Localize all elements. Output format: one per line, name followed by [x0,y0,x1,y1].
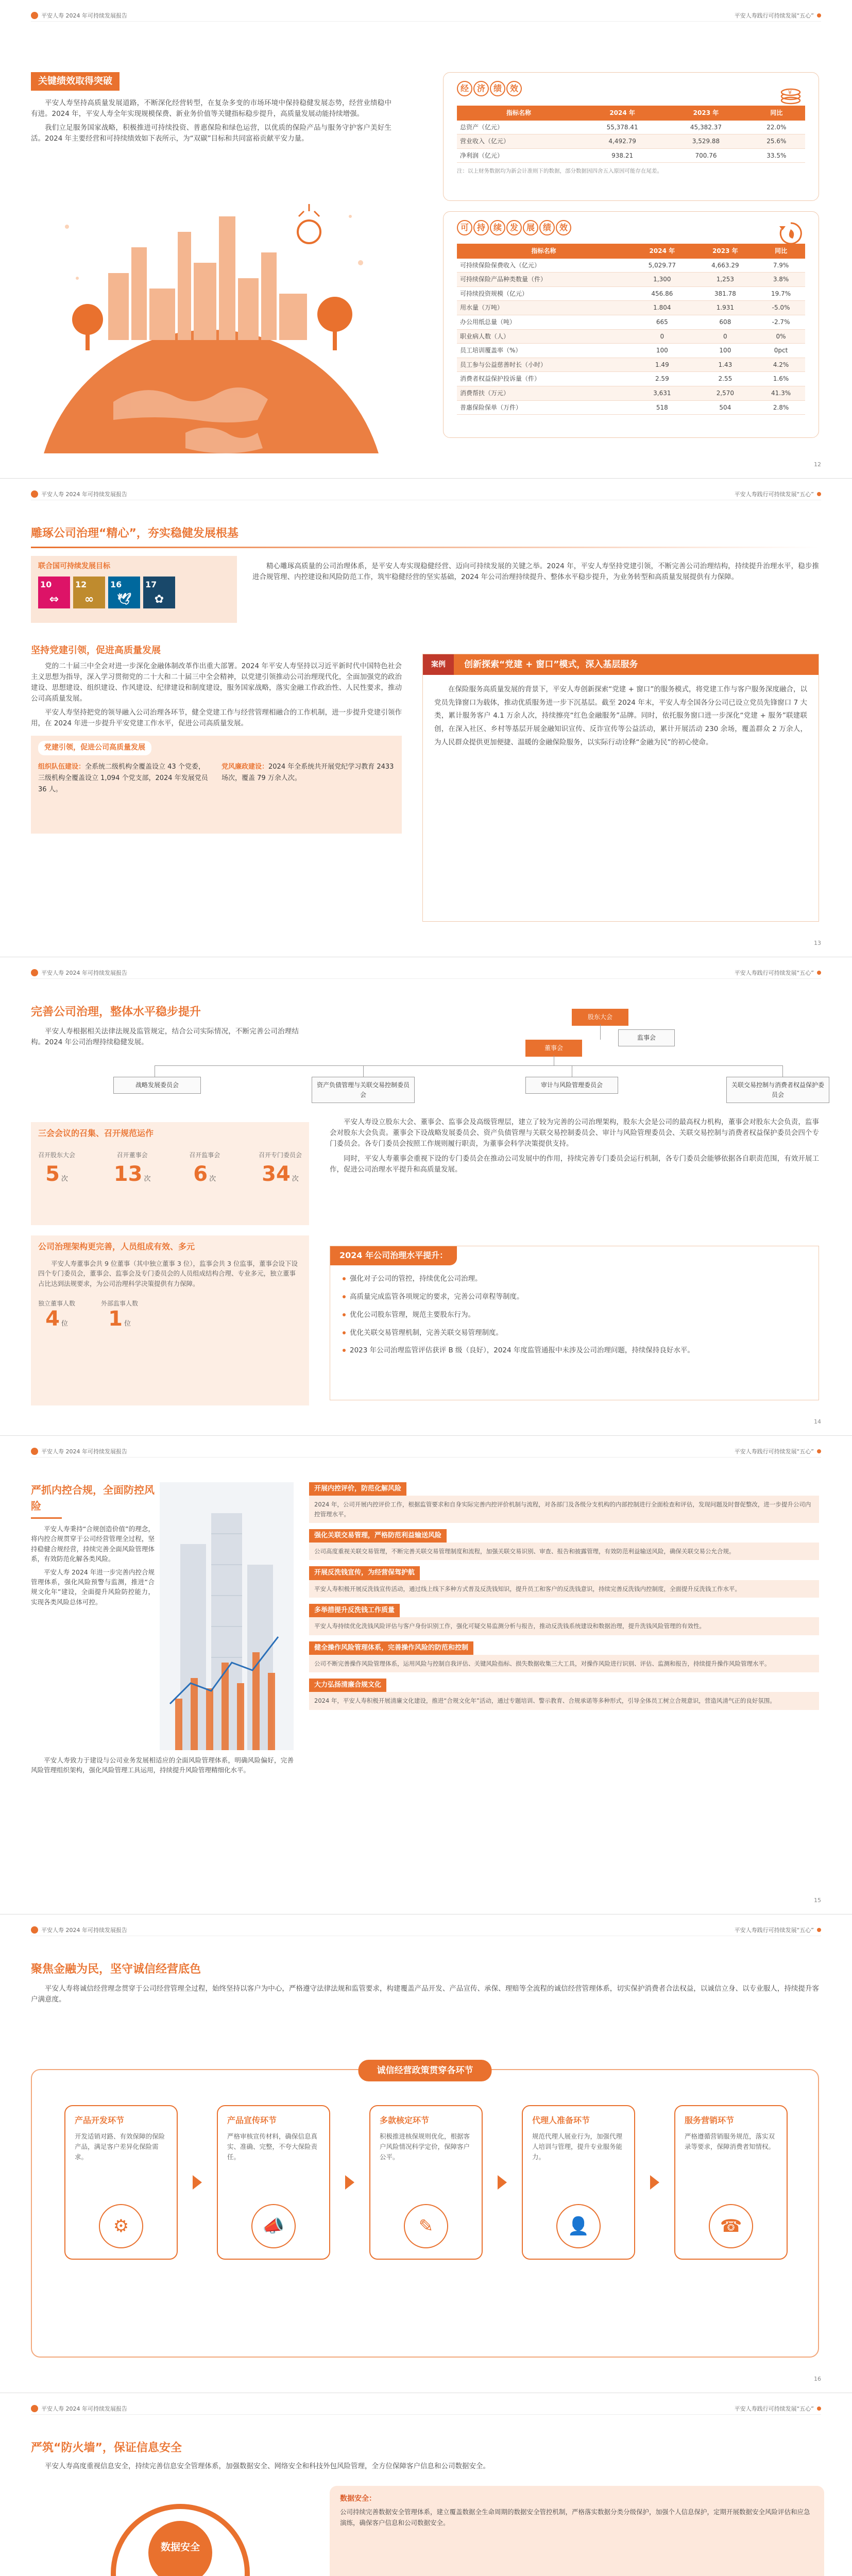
step-icon: ⚙ [99,2204,143,2248]
table-row: 总资产（亿元） 55,378.41 45,382.37 22.0% [457,121,805,134]
improvement-box [330,1246,819,1400]
table-row: 消费帮扶（万元） 3,631 2,570 41.3% [457,386,805,400]
dot-icon [817,1449,821,1453]
party-card-title: 党建引领，促进公司高质量发展 [38,741,151,755]
svg-text:¥: ¥ [788,89,792,96]
dot-icon [817,1928,821,1932]
intro-paragraph-1: 平安人寿坚持高质量发展道路，不断深化经营转型，在复杂多变的市场环境中保持稳健发展态势，经营业绩稳中有进。2024 年，平安人寿全年实现规模保费、新业务价值等关键指标稳步提升，高质量发展动能持续增强。 [31,98,391,118]
flow-arrow-icon [498,2175,507,2190]
page-13 [0,479,852,957]
table-row: 职业病人数（人） 0 0 0% [457,329,805,344]
sdg-17-icon: 17 ✿ [143,577,175,608]
sdg-16-icon: 16 🕊 [108,577,140,608]
security-cycle-diagram [46,2496,314,2576]
header-right: 平安人寿践行可持续发展“五心” [734,12,814,19]
dot-icon [817,492,821,496]
process-step-card: 多款核定环节 积极推进核保规则优化，根据客户风险情况科学定价，保障客户公平。 ✎ [369,2105,483,2260]
page-17 [0,2393,852,2576]
economic-performance-panel [443,72,819,201]
main-title: 严筑“防火墙”，保证信息安全 [31,2442,182,2454]
org-supervisors: 监事会 [618,1029,675,1046]
page-number: 12 [814,461,821,468]
step-icon: ✎ [404,2204,448,2248]
board-card-title: 公司治理架构更完善，人员组成有效、多元 [38,1242,195,1251]
table-row: 可持续投资规模（亿元） 456.86 381.78 19.7% [457,286,805,301]
board-text: 平安人寿董事会共 9 位董事（其中独立董事 3 位），监事会共 3 位监事，董事会设下设四个专门委员会，董事会、监事会及专门委员会的人员组成结构合理、专业多元，独立董事占比达到法规要求，为公司治理科学决策提供有力保障。 [38,1259,298,1287]
intro-paragraph-3: 平安人寿致力于建设与公司业务发展相适应的全面风险管理体系，明确风险偏好，完善风险管理组织架构，强化风险管理工具运用，持续提升风险管理精细化水平。 [31,1756,294,1774]
org-building-stat: 全系统二级机构全覆盖设立 43 个党委，三级机构全覆盖设立 1,094 个党支部，2024 年发展党员 36 人。 [38,763,208,794]
page-number: 14 [814,1418,821,1425]
step-icon: 👤 [556,2204,601,2248]
page-number: 13 [814,939,821,946]
page-header: 平安人寿 2024 年可持续发展报告 平安人寿践行可持续发展“五心” [31,489,821,500]
org-committee-4: 关联交易控制与消费者权益保护委员会 [726,1077,829,1103]
intro-paragraph-2: 我们立足服务国家战略，积极推进可持续投资、普惠保险和绿色运营，以优质的保险产品与服务守护客户美好生活。2024 年主要经营和可持续绩效如下表所示，为“双碳”目标和共同富裕贡献平安力量。 [31,123,391,143]
page-header: 平安人寿 2024 年可持续发展报告 平安人寿践行可持续发展“五心” [31,1446,821,1458]
list-item: 2023 年公司治理监管评估获评 B 级（良好），2024 年度监管通报中未涉及公司治理问题，持续保持良好水平。 [343,1345,806,1356]
sustainability-performance-panel [443,211,819,438]
ping-an-logo-icon [31,2405,38,2412]
page-12 [0,0,852,479]
page-15 [0,1436,852,1914]
table-note: 注：以上财务数据均为新会计准则下的数据，部分数据因四舍五入原因可能存在尾差。 [457,168,662,175]
risk-block: 开展内控评价，防范化解风险 2024 年，公司开展内控评价工作，根据监管要求和自身实际完善内控评价机制与流程，对各部门及各级分支机构的内部控制进行全面检查和评估，发现问题及时督促整改，进一步提升公司内控管理水平。 [309,1482,819,1523]
page-number: 16 [814,2375,821,2382]
risk-blocks [309,1482,819,1716]
table-row: 普惠保险保单（万件） 518 504 2.8% [457,400,805,415]
flow-title: 诚信经营政策贯穿各环节 [359,2060,492,2081]
table-row: 员工培训覆盖率（%） 100 100 0pct [457,344,805,358]
improvement-title: 2024 年公司治理水平提升： [330,1246,457,1265]
list-item: 优化关联交易管理机制，完善关联交易管理制度。 [343,1328,806,1338]
table-row: 消费者权益保护投诉量（件） 2.59 2.55 1.6% [457,372,805,386]
table-row: 办公用纸总量（吨） 665 608 -2.7% [457,315,805,329]
intro-paragraph-1: 平安人寿秉持“合规创造价值”的理念，将内控合规贯穿于公司经营管理全过程，坚持稳健合规经营，持续完善全面风险管理体系，有效防范化解各类风险。 [31,1525,155,1563]
process-step-card: 服务营销环节 严格遵循营销服务规范，落实双录等要求，保障消费者知情权。 ☎ [674,2105,788,2260]
org-board: 董事会 [525,1040,582,1057]
meeting-stat: 召开监事会 6 次 [189,1151,220,1187]
case-title: 创新探索“党建 + 窗口”模式，深入基层服务 [464,659,638,670]
step-icon: ☎ [709,2204,753,2248]
sdg-10-icon: 10 ⇔ [38,577,70,608]
recycle-leaf-icon [776,219,805,248]
sdg-12-icon: 12 ∞ [73,577,105,608]
meeting-stats [38,1150,302,1185]
risk-block: 多举措提升反洗钱工作质量 平安人寿持续优化洗钱风险评估与客户身份识别工作，强化可疑交易监测分析与报告，推动反洗钱系统建设和数据治理，提升洗钱风险管理的有效性。 [309,1604,819,1635]
title-underline [31,547,819,548]
org-shareholders: 股东大会 [572,1009,628,1026]
list-item: 高质量完成监管各项规定的要求，完善公司章程等制度。 [343,1292,806,1302]
security-card: 数据安全： 公司持续完善数据安全管理体系，建立覆盖数据全生命周期的数据安全管控机制，严格落实数据分类分级保护，加强个人信息保护，定期开展数据安全风险评估和应急演练，确保客户信息和公司数据安全。 [330,2486,824,2576]
dot-icon [817,2406,821,2411]
party-paragraph-1: 党的二十届三中全会对进一步深化金融体制改革作出重大部署。2024 年平安人寿坚持以习近平新时代中国特色社会主义思想为指导，深入学习贯彻党的二十大和二十届三中全会精神，以党建引领推动公司治理现代化，全面加强党的政治建设、思想建设、组织建设、作风建设、纪律建设和制度建设，服务国家战略，落实金融工作政治性、人民性要求，推动公司高质量发展。 [31,662,402,703]
meetings-card-title: 三会会议的召集、召开规范运作 [38,1128,154,1138]
meeting-stat: 召开董事会 13 次 [113,1151,151,1187]
page-header [31,10,821,22]
dot-icon [817,13,821,18]
ping-an-logo-icon [31,1926,38,1934]
main-title: 严抓内控合规，全面防控风险 [31,1484,155,1512]
table-row: 净利润（亿元） 938.21 700.76 33.5% [457,148,805,163]
main-title: 完善公司治理，整体水平稳步提升 [31,1006,201,1019]
cycle-label-data: 数据安全 [160,2541,200,2553]
governance-paragraph-2: 同时，平安人寿董事会重视下设的专门委员会在推动公司发展中的作用，持续完善专门委员会运行机制，各专门委员会能够依据各自职责范围，有效开展工作，促进公司治理水平提升和高质量发展。 [330,1154,819,1174]
sustainability-performance-badge: 可 持 续 发 展 绩 效 [457,220,571,235]
table-row: 员工参与公益慈善时长（小时） 1.49 1.43 4.2% [457,358,805,372]
integrity-stat: 2024 年全系统共开展党纪学习教育 2433 场次，覆盖 79 万余人次。 [221,763,394,783]
risk-block: 大力弘扬清廉合规文化 2024 年，平安人寿积极开展清廉文化建设，推进“合规文化年”活动，通过专题培训、警示教育、合规承诺等多种形式，引导全体员工树立合规意识，营造风清气正的良好氛围。 [309,1679,819,1710]
org-committee-1: 战略发展委员会 [113,1077,201,1094]
subsection-title: 坚持党建引领，促进高质量发展 [31,645,161,656]
sdg-label: 联合国可持续发展目标 [38,562,110,570]
header-left: 平安人寿 2024 年可持续发展报告 [41,12,127,19]
page-header: 平安人寿 2024 年可持续发展报告 平安人寿践行可持续发展“五心” [31,1925,821,1936]
flow-arrow-icon [193,2175,202,2190]
org-committee-3: 审计与风险管理委员会 [525,1077,618,1094]
table-row: 营业收入（亿元） 4,492.79 3,529.88 25.6% [457,134,805,149]
process-step-card: 产品开发环节 开发适销对路、有效保障的保险产品，满足客户差异化保险需求。 ⚙ [64,2105,178,2260]
table-row: 可持续保险保费收入（亿元） 5,029.77 4,663.29 7.9% [457,259,805,273]
financial-building-illustration [160,1482,294,1750]
page-number: 15 [814,1896,821,1904]
improvement-list [330,1265,819,1372]
ping-an-logo-icon [31,490,38,498]
intro-paragraph: 平安人寿根据相关法律法规及监管规定，结合公司实际情况，不断完善公司治理结构。2024 年公司治理持续稳健发展。 [31,1027,299,1047]
economic-table: 指标名称 2024 年 2023 年 同比 总资产（亿元） 55,378.41 45,382.37 22.0% 营业收入（亿元） 4,492.79 3,529.88 25.6% 净利润（亿元） 938.21 700.76 33.5% [457,106,805,163]
sdg-icons [38,577,230,608]
ping-an-logo-icon [31,1448,38,1455]
governance-paragraph-1: 平安人寿设立股东大会、董事会、监事会及高级管理层，建立了较为完善的公司治理架构，股东大会是公司的最高权力机构，董事会对股东大会负责，监事会对股东大会负责。董事会下设战略发展委员会、资产负债管理与关联交易控制委员会、审计与风险管理委员会、关联交易控制与消费者权益保护委员会四个专门委员会。各专门委员会按照工作规则履行职责，为董事会科学决策提供支持。 [330,1118,819,1148]
case-tag: 案例 [423,654,454,675]
sustainability-table: 指标名称 2024 年 2023 年 同比 可持续保险保费收入（亿元） 5,029.77 4,663.29 7.9% 可持续保险产品种类数量（件） 1,300 1,253 3.8% 可持续投资规模（亿元） 456.86 381.78 19.7% 用水量（万吨） 1.804 1.931 -5.0% 办公用纸总量（吨） 665 608 -2.7% 职业病人数（人） 0 0 0% 员工培训覆盖率（%） 100 100 0pct 员工参与公益慈善时长（小时） 1.49 1.43 4.2% 消费者权益保护投诉量（件） 2.59 2.55 1.6% 消费帮扶（万元） 3,631 2,570 41.3% 普惠保险保单（万件） 518 504 2.8% [457,244,805,415]
risk-block: 强化关联交易管理，严格防范利益输送风险 公司高度重视关联交易管理，不断完善关联交易管理制度和流程，加强关联交易识别、审查、报告和披露管理，有效防范利益输送风险，确保关联交易公允合规。 [309,1529,819,1561]
flow-arrow-icon [650,2175,659,2190]
list-item: 强化对子公司的管控，持续优化公司治理。 [343,1274,806,1284]
list-item: 优化公司股东管理，规范主要股东行为。 [343,1310,806,1320]
flow-arrow-icon [345,2175,354,2190]
city-globe-illustration [31,185,391,453]
page-16 [0,1914,852,2393]
risk-block: 开展反洗钱宣传，为经营保驾护航 平安人寿积极开展反洗钱宣传活动，通过线上线下多种方式普及反洗钱知识，提升员工和客户的反洗钱意识，持续完善反洗钱内控制度，全面提升反洗钱工作水平。 [309,1566,819,1598]
sustainability-table-body [457,259,805,415]
ping-an-logo-icon [31,12,38,19]
intro-paragraph-2: 平安人寿 2024 年进一步完善内控合规管理体系，强化风险预警与监测，推进“合规文化年”建设，全面提升风险防控能力，实现各类风险总体可控。 [31,1568,155,1606]
main-title: 雕琢公司治理“精心”，夯实稳健发展根基 [31,527,238,540]
sdg-card [31,556,237,623]
org-connector [155,1065,783,1066]
intro-paragraph: 平安人寿将诚信经营理念贯穿于公司经营管理全过程，始终坚持以客户为中心，严格遵守法律法规和监管要求，构建覆盖产品开发、产品宣传、承保、理赔等全流程的诚信经营管理体系，切实保护消费者合法权益，以诚信立身、以专业服人，持续提升客户满意度。 [31,1985,819,2004]
meetings-card [31,1122,309,1225]
meeting-stat: 召开股东大会 5 次 [38,1151,76,1187]
board-card: 公司治理架构更完善，人员组成有效、多元 平安人寿董事会共 9 位董事（其中独立董事 3 位），监事会共 3 位监事，董事会设下设四个专门委员会，董事会、监事会及专门委员会的人员组成结构合理、专业多元，独立董事占比达到法规要求，为公司治理科学决策提供有力保障。 独立董事人数 4 位 外部监事人数 1 位 [31,1235,309,1405]
page-14 [0,957,852,1436]
external-supervisors-count: 1 [108,1307,123,1331]
meeting-stat: 召开专门委员会 34 次 [258,1151,302,1187]
risk-block: 健全操作风险管理体系，完善操作风险的防范和控制 公司不断完善操作风险管理体系，运用风险与控制自我评估、关键风险指标、损失数据收集三大工具，对操作风险进行识别、评估、监测和报告，持续提升操作风险管理水平。 [309,1641,819,1673]
intro-paragraph: 平安人寿高度重视信息安全，持续完善信息安全管理体系，加强数据安全、网络安全和科技外包风险管理，全方位保障客户信息和公司数据安全。 [45,2462,490,2471]
party-paragraph-2: 平安人寿坚持把党的领导融入公司治理各环节，健全党建工作与经营管理相融合的工作机制，进一步提升党建引领作用，在 2024 年进一步提升平安党建工作水平，促进公司高质量发展。 [31,708,402,727]
economic-performance-badge: 经 济 绩 效 [457,81,522,96]
party-stats-card: 党建引领，促进公司高质量发展 组织队伍建设：全系统二级机构全覆盖设立 43 个党委，三级机构全覆盖设立 1,094 个党支部，2024 年发展党员 36 人。 党风廉政建设：2024 年全系统共开展党纪学习教育 2433 场次，覆盖 79 万余人次。 [31,736,402,834]
case-study-box [422,654,819,922]
table-row: 用水量（万吨） 1.804 1.931 -5.0% [457,301,805,315]
independent-directors-count: 4 [45,1307,60,1331]
coins-icon [776,80,805,109]
case-text: 在保险服务高质量发展的背景下，平安人寿创新探索“党建 + 窗口”的服务模式，将党建工作与客户服务深度融合，以党员先锋窗口为载体，推动优质服务进一步下沉基层。截至 2024 年末，平安人寿全国各分公司已设立党员先锋窗口 7 大类，累计服务客户 4.1 万余人次，持续擦亮“红色金融服务”品牌。同时，依托服务窗口进一步深化“党建 + 服务”联建联创，在深入社区、乡村等基层开展金融知识宣传、反诈宣传等公益活动，累计开展活动 230 余场，覆盖群众 2 万余人，为人民群众提供更加便捷、温暖的金融保险服务，以实际行动诠释“金融为民”的初心使命。 [434,685,807,747]
ping-an-logo-icon [31,969,38,976]
process-step-card: 产品宣传环节 严格审核宣传材料，确保信息真实、准确、完整，不夸大保险责任。 📣 [217,2105,330,2260]
dot-icon [817,971,821,975]
intro-paragraph: 精心雕琢高质量的公司治理体系，是平安人寿实现稳健经营、迈向可持续发展的关键之举。2024 年，平安人寿坚持党建引领，不断完善公司治理结构，持续提升治理水平，稳步推进合规管理、内控建设和风险防范工作，筑牢稳健经营的坚实基础，2024 年公司治理持续提升、整体水平稳步提升，为业务转型和高质量发展提供有力保障。 [252,562,819,581]
page-header: 平安人寿 2024 年可持续发展报告 平安人寿践行可持续发展“五心” [31,968,821,979]
page-header: 平安人寿 2024 年可持续发展报告 平安人寿践行可持续发展“五心” [31,2403,821,2415]
section-title: 关键绩效取得突破 [31,72,120,91]
step-icon: 📣 [251,2204,296,2248]
table-row: 可持续保险产品种类数量（件） 1,300 1,253 3.8% [457,273,805,287]
process-step-card: 代理人准备环节 规范代理人展业行为，加强代理人培训与管理，提升专业服务能力。 👤 [522,2105,635,2260]
org-committee-2: 资产负债管理与关联交易控制委员会 [312,1077,415,1103]
main-title: 聚焦金融为民，坚守诚信经营底色 [31,1963,201,1976]
